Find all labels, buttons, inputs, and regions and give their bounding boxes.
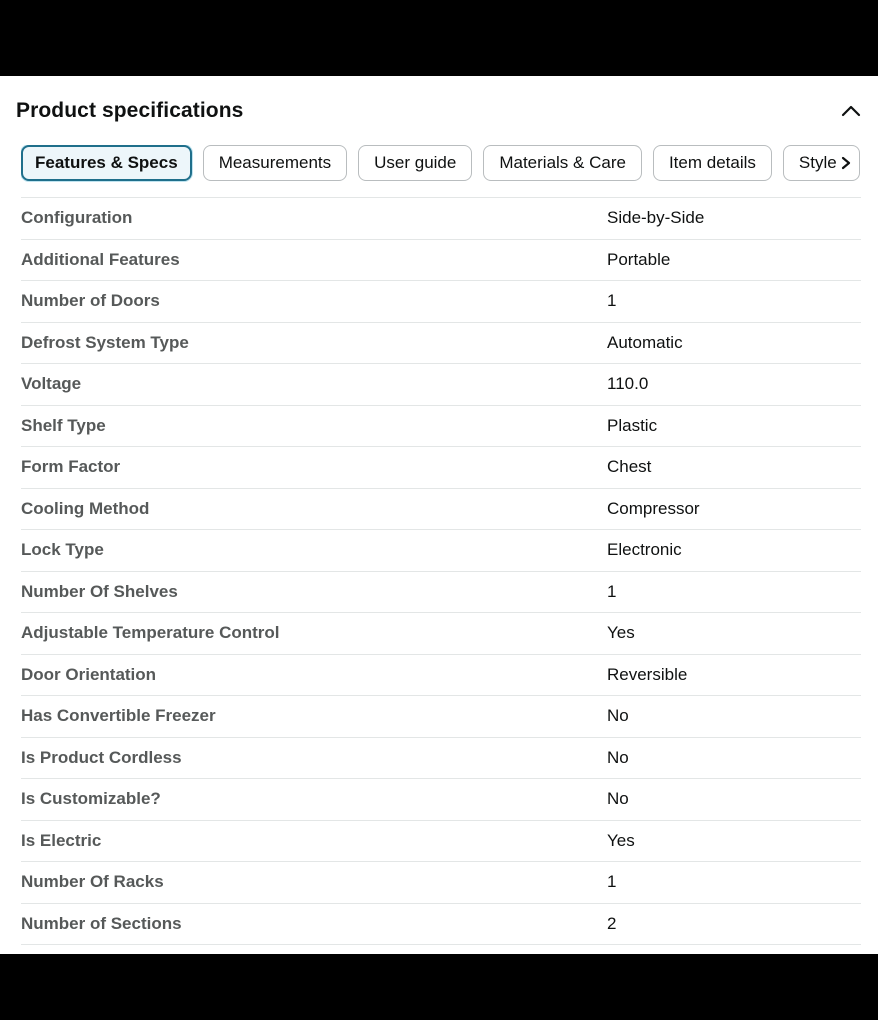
table-row [21,406,861,448]
spec-label: Number of Doors [21,291,160,311]
table-row [21,904,861,946]
spec-label: Cooling Method [21,498,150,518]
spec-value: Yes [607,830,635,850]
spec-value: Yes [607,623,635,643]
table-row [21,489,861,531]
spec-tabs [21,145,878,182]
tab-user-guide[interactable] [358,145,472,181]
table-row [21,862,861,904]
table-row [21,447,861,489]
table-row [21,738,861,780]
spec-label: Door Orientation [21,664,157,684]
spec-label: Is Product Cordless [21,747,182,767]
tab-label: Features & Specs [35,153,178,172]
spec-label: Shelf Type [21,415,106,435]
chevron-up-icon [841,105,861,117]
tabs-scroll-right-button[interactable] [841,156,851,170]
tab-item-details[interactable] [653,145,772,181]
spec-value: 1 [607,872,617,892]
table-row [21,779,861,821]
table-row [21,696,861,738]
tab-materials-care[interactable] [483,145,642,181]
spec-value: Chest [607,457,652,477]
spec-value: No [607,789,629,809]
spec-label: Number of Sections [21,913,182,933]
spec-value: Automatic [607,332,683,352]
table-row [21,655,861,697]
tab-features-specs[interactable] [21,145,192,181]
spec-value: Electronic [607,540,682,560]
product-specifications-panel [0,76,878,954]
spec-label: Defrost System Type [21,332,189,352]
tab-label: Measurements [218,153,332,172]
tab-style[interactable] [783,145,860,181]
spec-value: Compressor [607,498,700,518]
spec-label: Has Convertible Freezer [21,706,216,726]
table-row [21,613,861,655]
table-row [21,572,861,614]
tab-label: Style [798,153,837,172]
table-row [21,323,861,365]
spec-label: Adjustable Temperature Control [21,623,280,643]
spec-value: Portable [607,249,671,269]
spec-value: Side-by-Side [607,208,705,228]
table-row [21,364,861,406]
spec-label: Additional Features [21,249,180,269]
tab-label: Item details [668,153,756,172]
spec-value: Plastic [607,415,658,435]
spec-label: Number Of Shelves [21,581,178,601]
table-row [21,821,861,863]
table-row [21,240,861,282]
section-title: Product specifications [16,99,244,122]
spec-value: 110.0 [607,374,649,394]
spec-value: 1 [607,291,617,311]
spec-label: Voltage [21,374,82,394]
table-row [21,281,861,323]
spec-value: 2 [607,913,617,933]
chevron-right-icon [841,156,851,170]
spec-table [21,197,861,945]
spec-label: Is Customizable? [21,789,161,809]
spec-label: Lock Type [21,540,104,560]
spec-value: Reversible [607,664,688,684]
spec-label: Configuration [21,208,133,228]
spec-value: No [607,747,629,767]
tab-label: Materials & Care [499,153,626,172]
section-header [16,96,864,126]
spec-value: No [607,706,629,726]
spec-label: Is Electric [21,830,102,850]
spec-label: Number Of Racks [21,872,164,892]
table-row [21,198,861,240]
tab-measurements[interactable] [203,145,347,181]
table-row [21,530,861,572]
spec-value: 1 [607,581,617,601]
spec-label: Form Factor [21,457,121,477]
collapse-button[interactable] [838,98,864,124]
tab-label: User guide [374,153,457,172]
